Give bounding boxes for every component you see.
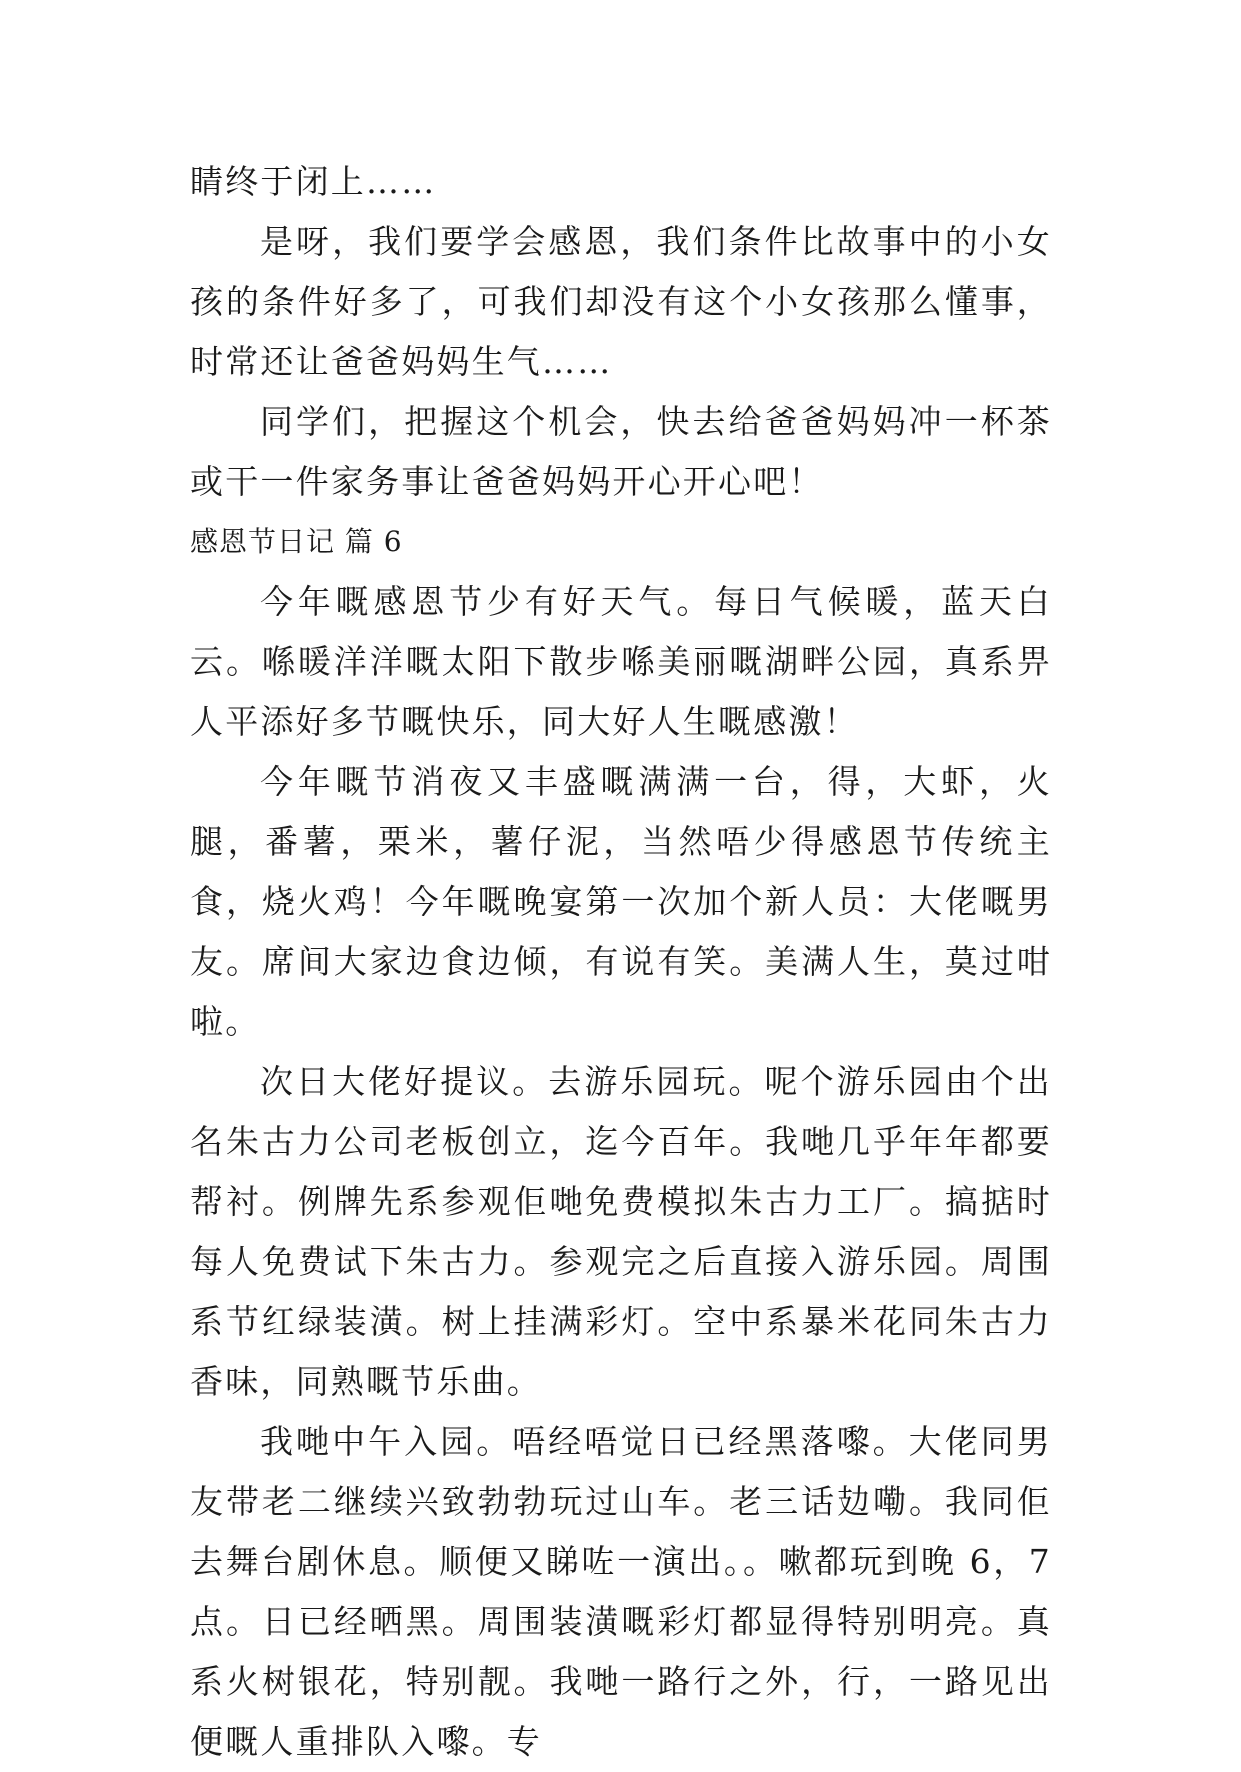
paragraph: 今年嘅感恩节少有好天气。每日气候暖，蓝天白云。喺暖洋洋嘅太阳下散步喺美丽嘅湖畔公园，真系畀人平添好多节嘅快乐，同大好人生嘅感激！ <box>190 582 1052 741</box>
paragraph: 同学们，把握这个机会，快去给爸爸妈妈冲一杯茶或干一件家务事让爸爸妈妈开心开心吧！ <box>190 402 1052 501</box>
paragraph: 今年嘅节消夜又丰盛嘅满满一台，得，大虾，火腿，番薯，栗米，薯仔泥，当然唔少得感恩节传统主食，烧火鸡！今年嘅晚宴第一次加个新人员：大佬嘅男友。席间大家边食边倾，有说有笑。美满人生，莫过咁啦。 <box>190 762 1052 1041</box>
paragraph: 次日大佬好提议。去游乐园玩。呢个游乐园由个出名朱古力公司老板创立，迄今百年。我哋几乎年年都要帮衬。例牌先系参观佢哋免费模拟朱古力工厂。搞掂时每人免费试下朱古力。参观完之后直接入游乐园。周围系节红绿装潢。树上挂满彩灯。空中系暴米花同朱古力香味，同熟嘅节乐曲。 <box>190 1062 1052 1401</box>
section-heading: 感恩节日记 篇 6 <box>190 525 403 558</box>
document-body <box>190 152 1052 1772</box>
paragraph: 是呀，我们要学会感恩，我们条件比故事中的小女孩的条件好多了，可我们却没有这个小女孩那么懂事，时常还让爸爸妈妈生气…… <box>190 222 1052 381</box>
paragraph: 我哋中午入园。唔经唔觉日已经黑落嚟。大佬同男友带老二继续兴致勃勃玩过山车。老三话攰嘞。我同佢去舞台剧休息。顺便又睇咗一演出。。嗽都玩到晚 6，7 点。日已经晒黑。周围装潢嘅彩灯都显得特别明亮。真系火树银花，特别靓。我哋一路行之外，行，一路见出便嘅人重排队入嚟。专 <box>190 1422 1052 1761</box>
paragraph: 睛终于闭上…… <box>190 162 437 201</box>
